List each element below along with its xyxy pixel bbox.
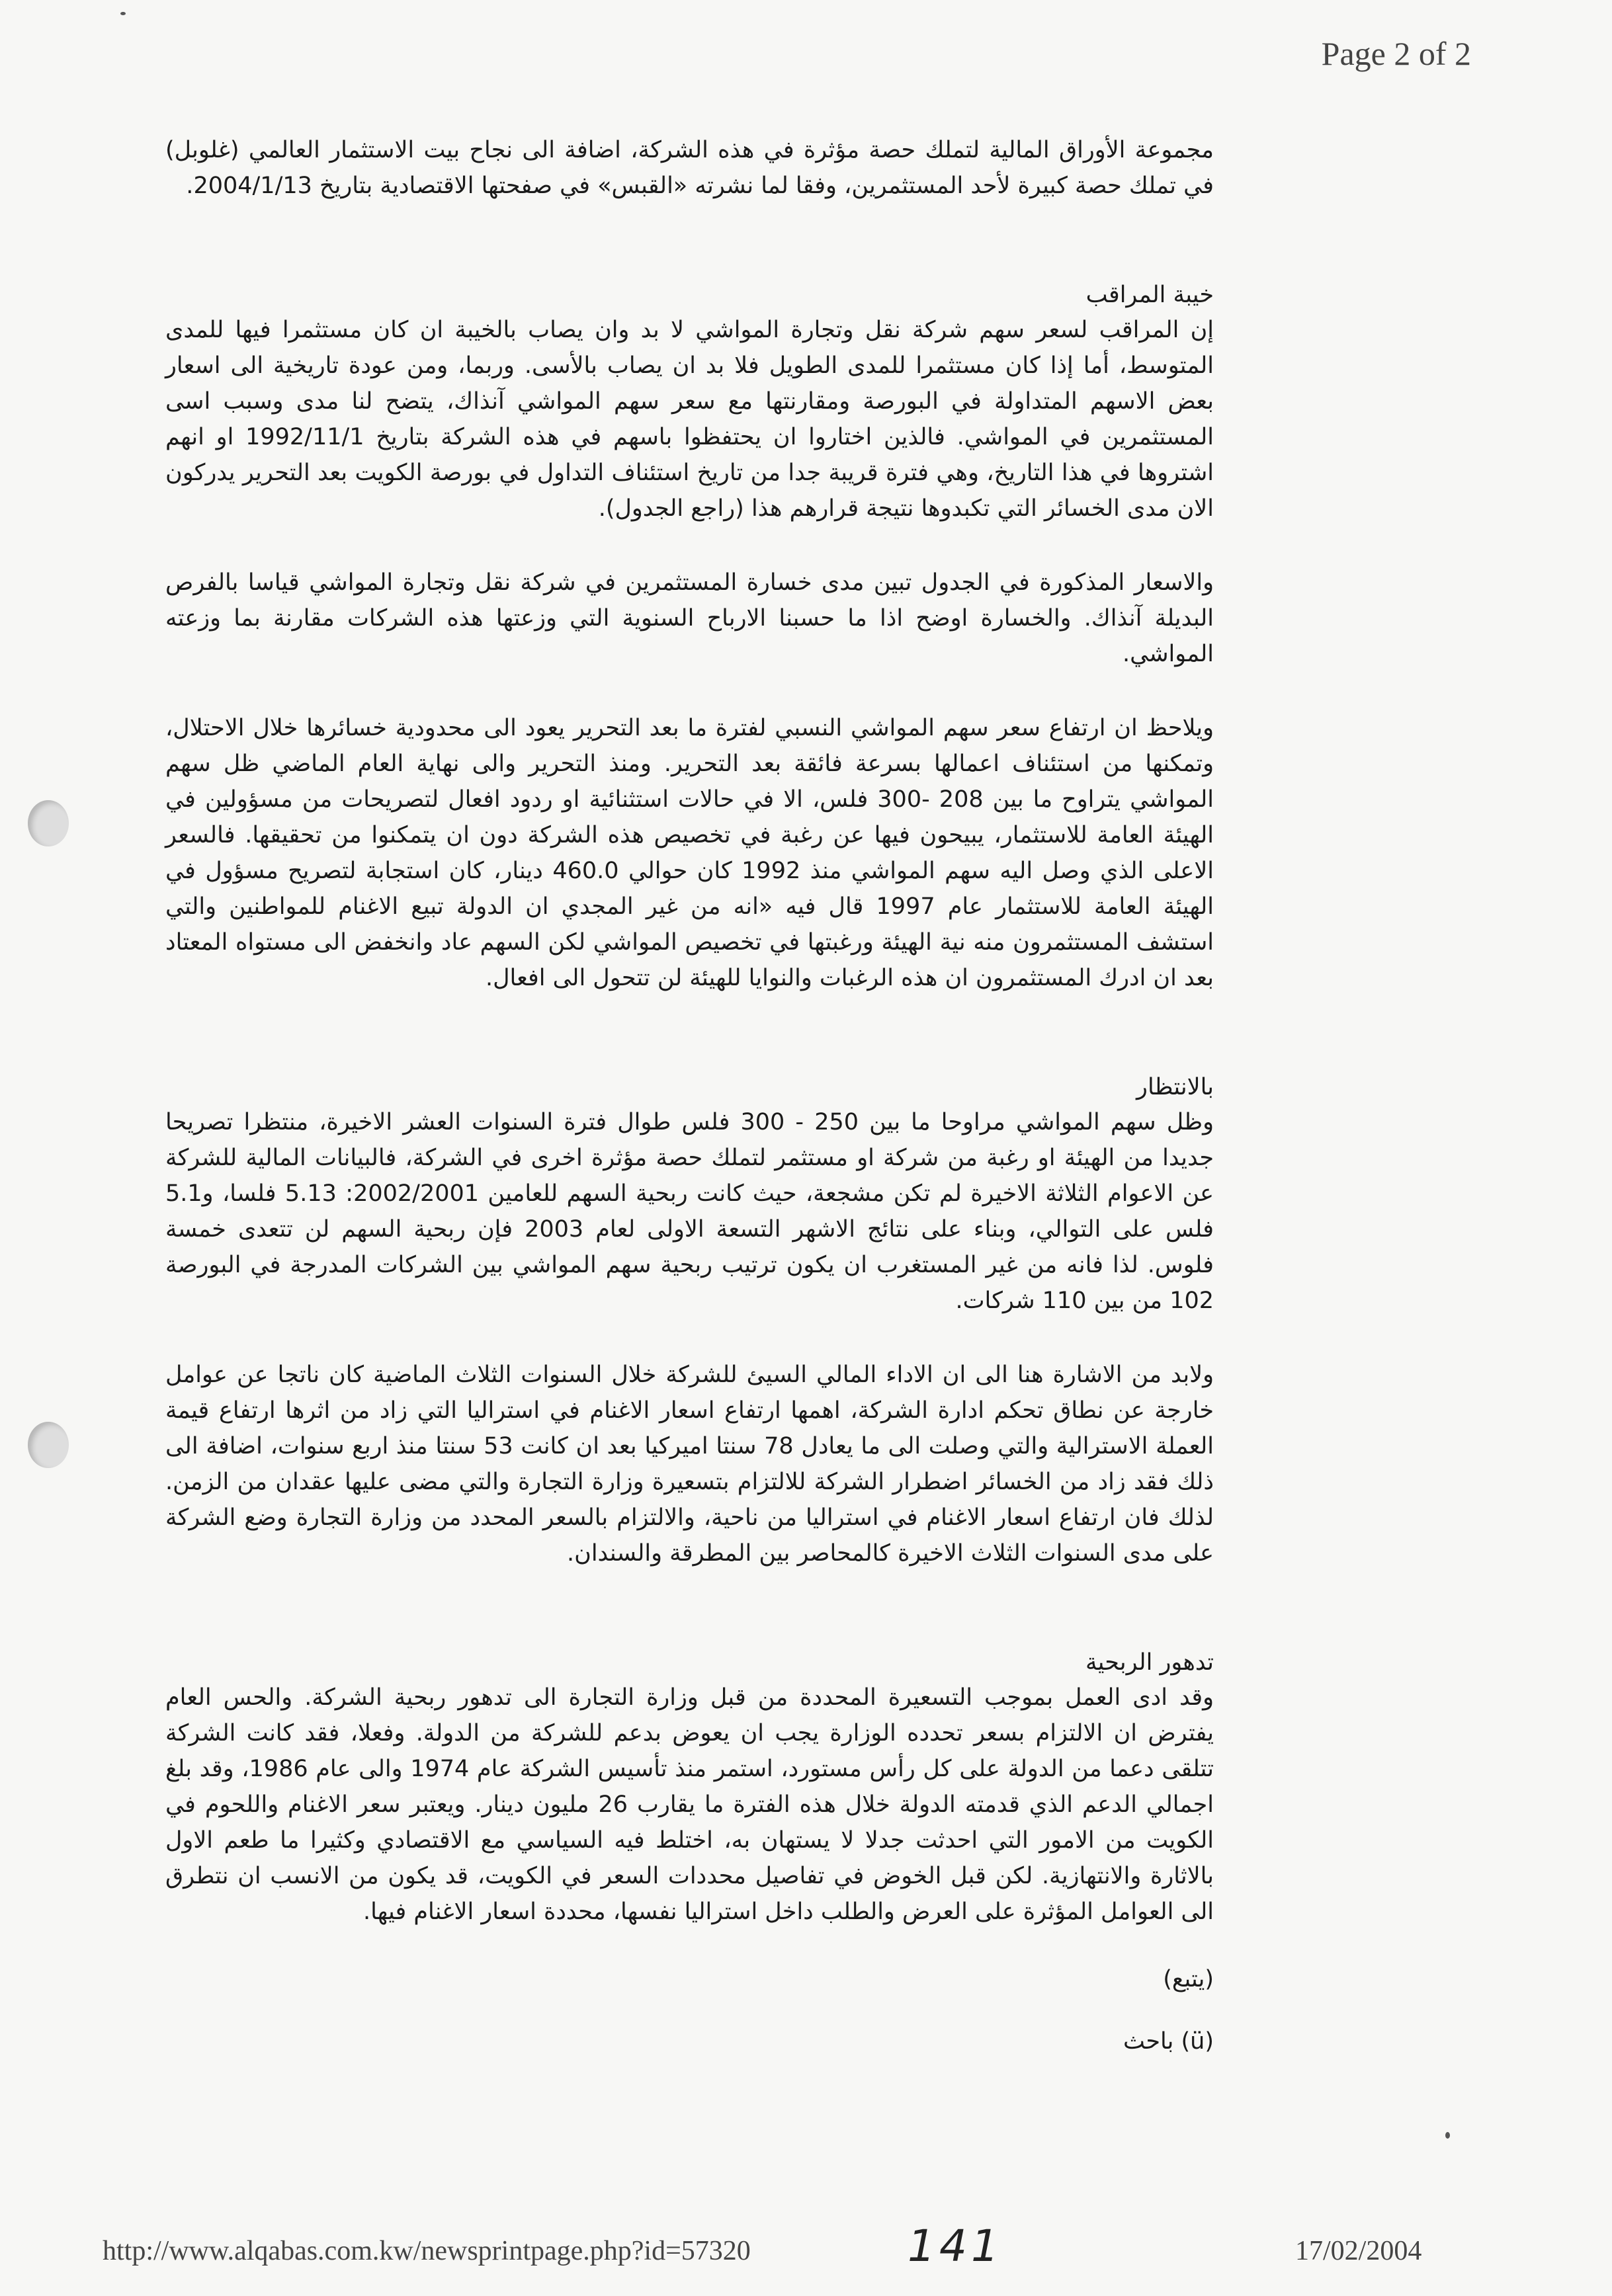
paragraph: ولابد من الاشارة هنا الى ان الاداء المالي السيئ للشركة خلال السنوات الثلاث الماضية كان ناتجا عن عوامل خارجة عن نطاق تحكم ادارة الشركة، اهمها ارتفاع اسعار الاغنام في استراليا التي زاد من اثرها ارتفاع قيمة العملة الاسترالية والتي وصلت الى ما يعادل 78 سنتا اميركيا بعد ان كانت 53 سنتا منذ اربع سنوات، اضافة الى ذلك فقد زاد من الخسائر اضطرار الشركة للالتزام بتسعيرة وزارة التجارة والتي مضى عليها عقدان من الزمن. لذلك فان ارتفاع اسعار الاغنام في استراليا من ناحية، والالتزام بالسعر المحدد من وزارة التجارة وضع الشركة على مدى السنوات الثلاث الاخيرة كالمحاصر بين المطرقة والسندان. — [165, 1362, 1214, 1567]
page-number-label: Page 2 of 2 — [1321, 35, 1471, 72]
section-observer-disappointment — [165, 278, 1214, 996]
scan-speck — [120, 12, 126, 15]
section-heading: خيبة المراقب — [1085, 282, 1214, 308]
handwritten-page-number: 141 — [908, 2221, 1003, 2272]
footer-date: 17/02/2004 — [1295, 2236, 1422, 2266]
paragraph: ويلاحظ ان ارتفاع سعر سهم المواشي النسبي لفترة ما بعد التحرير يعود الى محدودية خسائرها خلال الاحتلال، وتمكنها من استئناف اعمالها بسرعة فائقة بعد التحرير. ومنذ التحرير والى نهاية العام الماضي ظل سهم المواشي يتراوح ما بين 208 -300 فلس، الا في حالات استثنائية او ردود افعال لتصريحات من مسؤولين في الهيئة العامة للاستثمار، يبيحون فيها عن رغبة في تخصيص هذه الشركة دون ان يتمكنوا من تحقيقها. فالسعر الاعلى الذي وصل اليه سهم المواشي منذ 1992 كان حوالي 460.0 دينار، كان استجابة لتصريح مسؤول في الهيئة العامة للاستثمار عام 1997 قال فيه «انه من غير المجدي ان الدولة تبيع الاغنام للمواطنين والتي استشف المستثمرون منه نية الهيئة ورغبتها في تخصيص المواشي لكن السهم عاد وانخفض الى مستواه المعتاد بعد ان ادرك المستثمرون ان هذه الرغبات والنوايا للهيئة لن تتحول الى افعال. — [165, 715, 1214, 991]
punch-hole-icon — [28, 1422, 69, 1468]
section-heading: تدهور الربحية — [1085, 1649, 1214, 1676]
footer-url: http://www.alqabas.com.kw/newsprintpage.php?id=57320 — [103, 2236, 751, 2266]
paragraph: وظل سهم المواشي مراوحا ما بين 250 - 300 فلس طوال فترة السنوات العشر الاخيرة، منتظرا تصريحا جديدا من الهيئة او رغبة من شركة او مستثمر لتملك حصة مؤثرة اخرى في الشركة، فالبيانات المالية للشركة عن الاعوام الثلاثة الاخيرة لم تكن مشجعة، حيث كانت ربحية السهم للعامين 2002/2001: 5.13 فلسا، و5.1 فلس على التوالي، وبناء على نتائج الاشهر التسعة الاولى لعام 2003 فإن ربحية السهم لن تتعدى خمسة فلوس. لذا فانه من غير المستغرب ان يكون ترتيب ربحية سهم المواشي بين الشركات المدرجة في البورصة 102 من بين 110 شركات. — [165, 1109, 1214, 1314]
section-waiting — [165, 1070, 1214, 1571]
continued-note: (يتبع) — [1163, 1966, 1214, 1992]
paragraph: والاسعار المذكورة في الجدول تبين مدى خسارة المستثمرين في شركة نقل وتجارة المواشي قياسا بالفرص البديلة آنذاك. والخسارة اوضح اذا ما حسبنا الارباح السنوية التي وزعتها هذه الشركات مقارنة بما وزعته المواشي. — [165, 569, 1214, 667]
article-tail — [165, 1961, 1214, 2059]
section-heading: بالانتظار — [1136, 1074, 1214, 1100]
section-profitability-decline — [165, 1645, 1214, 1930]
intro-paragraph: مجموعة الأوراق المالية لتملك حصة مؤثرة في هذه الشركة، اضافة الى نجاح بيت الاستثمار العالمي (غلوبل) في تملك حصة كبيرة لأحد المستثمرين، وفقا لما نشرته «القبس» في صفحتها الاقتصادية بتاريخ 2004/1/13. — [165, 137, 1214, 199]
article-body — [165, 132, 1214, 2086]
author-credit: (ü) باحث — [1123, 2028, 1214, 2055]
paragraph: وقد ادى العمل بموجب التسعيرة المحددة من قبل وزارة التجارة الى تدهور ربحية الشركة. والحس العام يفترض ان الالتزام بسعر تحدده الوزارة يجب ان يعوض بدعم للشركة من الدولة. وفعلا، فقد كانت الشركة تتلقى دعما من الدولة على كل رأس مستورد، استمر منذ تأسيس الشركة عام 1974 والى عام 1986، وقد بلغ اجمالي الدعم الذي قدمته الدولة خلال هذه الفترة ما يقارب 26 مليون دينار. ويعتبر سعر الاغنام واللحوم في الكويت من الامور التي احدثت جدلا لا يستهان به، اختلط فيه السياسي مع الاقتصادي وكثيرا ما طعم الاول بالاثارة والانتهازية. لكن قبل الخوض في تفاصيل محددات السعر في الكويت، قد يكون من الانسب ان نتطرق الى العوامل المؤثرة على العرض والطلب داخل استراليا نفسها، محددة اسعار الاغنام فيها. — [165, 1684, 1214, 1925]
punch-hole-icon — [28, 800, 69, 846]
paragraph: إن المراقب لسعر سهم شركة نقل وتجارة المواشي لا بد وان يصاب بالخيبة ان كان مستثمرا فيها للمدى المتوسط، أما إذا كان مستثمرا للمدى الطويل فلا بد ان يصاب بالأسى. وربما، ومن عودة تاريخية الى اسعار بعض الاسهم المتداولة في البورصة ومقارنتها مع سعر سهم المواشي آنذاك، يتضح لنا مدى وسبب اسى المستثمرين في المواشي. فالذين اختاروا ان يحتفظوا باسهم في هذه الشركة بتاريخ 1992/11/1 او انهم اشتروها في هذا التاريخ، وهي فترة قريبة جدا من تاريخ استئناف التداول في بورصة الكويت بعد التحرير يدركون الان مدى الخسائر التي تكبدوها نتيجة قرارهم هذا (راجع الجدول). — [165, 317, 1214, 522]
scan-speck — [1445, 2132, 1450, 2139]
